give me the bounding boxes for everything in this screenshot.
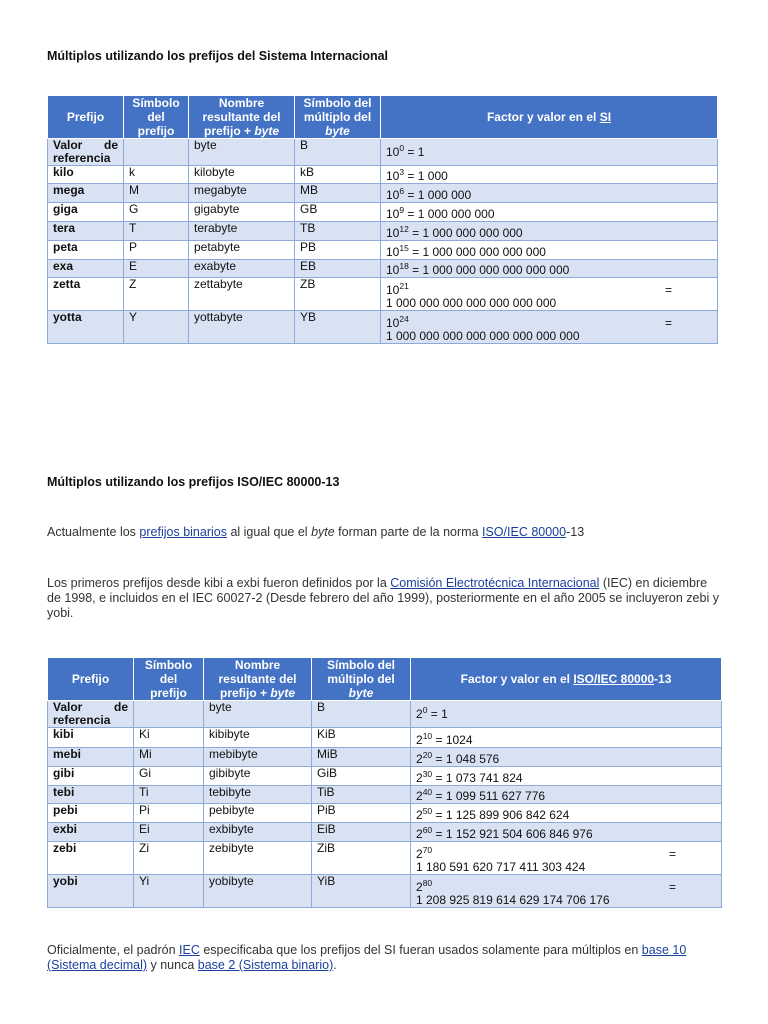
name-cell: byte — [204, 701, 312, 728]
prefix-cell: tebi — [48, 786, 134, 804]
symbol-cell: Ki — [134, 728, 204, 748]
unit-cell: TiB — [312, 786, 411, 804]
base10-link[interactable]: base 10 (Sistema decimal) — [47, 943, 687, 972]
name-cell: byte — [189, 139, 295, 166]
unit-cell: B — [295, 139, 381, 166]
name-cell: yobibyte — [204, 875, 312, 908]
unit-cell: kB — [295, 166, 381, 184]
table-row — [48, 748, 722, 767]
table-header-row — [48, 96, 718, 139]
factor-cell: $10^{21}$ = 1 000 000 000 000 000 000 000 — [381, 278, 718, 311]
symbol-cell: k — [124, 166, 189, 184]
iso-iec-header-link[interactable]: ISO/IEC 80000 — [573, 672, 655, 686]
unit-cell: TB — [295, 222, 381, 241]
section2-heading: Múltiplos utilizando los prefijos ISO/IEC 80000-13 — [47, 475, 340, 489]
unit-cell: EB — [295, 260, 381, 278]
header-simbolo-multiplo: Símbolo del múltiplo del byte — [295, 96, 381, 139]
iec-prefix-table — [47, 657, 722, 908]
name-cell: zebibyte — [204, 842, 312, 875]
prefix-cell: kilo — [48, 166, 124, 184]
factor-cell: $2^{50} = 1$ 125 899 906 842 624 — [411, 804, 722, 823]
prefix-cell: zebi — [48, 842, 134, 875]
symbol-cell: E — [124, 260, 189, 278]
factor-cell: $2^{40} = 1$ 099 511 627 776 — [411, 786, 722, 804]
prefix-cell: pebi — [48, 804, 134, 823]
prefijos-binarios-link[interactable]: prefijos binarios — [139, 525, 227, 539]
name-cell: mebibyte — [204, 748, 312, 767]
iso-iec-80000-link[interactable]: ISO/IEC 80000 — [482, 525, 567, 539]
name-cell: petabyte — [189, 241, 295, 260]
symbol-cell: Gi — [134, 767, 204, 786]
table-row — [48, 311, 718, 344]
table-row — [48, 222, 718, 241]
name-cell: zettabyte — [189, 278, 295, 311]
symbol-cell: P — [124, 241, 189, 260]
header-factor: Factor y valor en el SI — [381, 96, 718, 139]
table-row — [48, 804, 722, 823]
header-simbolo-multiplo: Símbolo del múltiplo del byte — [312, 658, 411, 701]
unit-cell: ZiB — [312, 842, 411, 875]
symbol-cell: Yi — [134, 875, 204, 908]
table-row — [48, 139, 718, 166]
name-cell: exabyte — [189, 260, 295, 278]
symbol-cell: Y — [124, 311, 189, 344]
name-cell: terabyte — [189, 222, 295, 241]
symbol-cell: Pi — [134, 804, 204, 823]
prefix-cell: gibi — [48, 767, 134, 786]
factor-cell: $2^{60} = 1$ 152 921 504 606 846 976 — [411, 823, 722, 842]
unit-cell: MiB — [312, 748, 411, 767]
prefix-cell: peta — [48, 241, 124, 260]
symbol-cell: Ti — [134, 786, 204, 804]
header-prefijo: Prefijo — [48, 96, 124, 139]
table-row — [48, 842, 722, 875]
prefix-cell: Valor de referencia — [48, 701, 134, 728]
factor-cell: $10^{18} = 1$ 000 000 000 000 000 000 — [381, 260, 718, 278]
header-factor: Factor y valor en el ISO/IEC 80000-13 — [411, 658, 722, 701]
unit-cell: MB — [295, 184, 381, 203]
factor-cell: $2^{20} = 1$ 048 576 — [411, 748, 722, 767]
factor-cell: $2^{30} = 1$ 073 741 824 — [411, 767, 722, 786]
table-row — [48, 701, 722, 728]
symbol-cell — [134, 701, 204, 728]
factor-cell: $2^{10} = 1024$ — [411, 728, 722, 748]
paragraph-official-usage: Oficialmente, el padrón IEC especificaba que los prefijos del SI fueran usados solamente para múltiplos en base 10 (Sistema decimal) y nunca base 2 (Sistema binario). — [47, 943, 687, 972]
factor-cell: $10^{15} = 1$ 000 000 000 000 000 — [381, 241, 718, 260]
prefix-cell: giga — [48, 203, 124, 222]
table-row — [48, 823, 722, 842]
name-cell: yottabyte — [189, 311, 295, 344]
prefix-cell: yotta — [48, 311, 124, 344]
prefix-cell: exa — [48, 260, 124, 278]
name-cell: kibibyte — [204, 728, 312, 748]
prefix-cell: kibi — [48, 728, 134, 748]
name-cell: gibibyte — [204, 767, 312, 786]
prefix-cell: Valor de referencia — [48, 139, 124, 166]
unit-cell: PB — [295, 241, 381, 260]
table-row — [48, 260, 718, 278]
factor-cell: $2^{70}$ = 1 180 591 620 717 411 303 424 — [411, 842, 722, 875]
table-row — [48, 203, 718, 222]
header-nombre: Nombre resultante del prefijo + byte — [204, 658, 312, 701]
table-row — [48, 767, 722, 786]
header-simbolo: Símbolo del prefijo — [134, 658, 204, 701]
header-nombre: Nombre resultante del prefijo + byte — [189, 96, 295, 139]
factor-cell: $10^0 = 1$ — [381, 139, 718, 166]
table-row — [48, 786, 722, 804]
prefix-cell: zetta — [48, 278, 124, 311]
prefix-cell: yobi — [48, 875, 134, 908]
factor-cell: $10^{24}$ = 1 000 000 000 000 000 000 000 000 — [381, 311, 718, 344]
factor-cell: $2^{80}$ = 1 208 925 819 614 629 174 706 176 — [411, 875, 722, 908]
factor-cell: $10^9 = 1$ 000 000 000 — [381, 203, 718, 222]
unit-cell: KiB — [312, 728, 411, 748]
header-prefijo: Prefijo — [48, 658, 134, 701]
iec-commission-link[interactable]: Comisión Electrotécnica Internacional — [390, 576, 600, 590]
factor-cell: $10^{12} = 1$ 000 000 000 000 — [381, 222, 718, 241]
table-row — [48, 278, 718, 311]
unit-cell: YB — [295, 311, 381, 344]
prefix-cell: mebi — [48, 748, 134, 767]
symbol-cell: M — [124, 184, 189, 203]
prefix-cell: mega — [48, 184, 124, 203]
name-cell: megabyte — [189, 184, 295, 203]
si-prefix-table — [47, 95, 718, 344]
factor-cell: $10^6 = 1$ 000 000 — [381, 184, 718, 203]
symbol-cell: Zi — [134, 842, 204, 875]
unit-cell: GB — [295, 203, 381, 222]
name-cell: pebibyte — [204, 804, 312, 823]
header-simbolo: Símbolo del prefijo — [124, 96, 189, 139]
iec-link[interactable]: IEC — [179, 943, 200, 957]
si-link[interactable]: SI — [599, 110, 612, 124]
name-cell: exbibyte — [204, 823, 312, 842]
symbol-cell: T — [124, 222, 189, 241]
table-row — [48, 166, 718, 184]
symbol-cell — [124, 139, 189, 166]
unit-cell: PiB — [312, 804, 411, 823]
section1-heading: Múltiplos utilizando los prefijos del Sistema Internacional — [47, 49, 389, 63]
name-cell: kilobyte — [189, 166, 295, 184]
paragraph-iec-history: Los primeros prefijos desde kibi a exbi fueron definidos por la Comisión Electrotécnica Internacional (IEC) en diciembre de 1998, e incluidos en el IEC 60027-2 (Desde febrero del año 1999), posteriormente en el año 2005 se incluyeron zebi y yobi. — [47, 576, 719, 620]
table-row — [48, 875, 722, 908]
symbol-cell: Z — [124, 278, 189, 311]
unit-cell: B — [312, 701, 411, 728]
symbol-cell: Mi — [134, 748, 204, 767]
factor-cell: $2^0 = 1$ — [411, 701, 722, 728]
unit-cell: GiB — [312, 767, 411, 786]
prefix-cell: exbi — [48, 823, 134, 842]
symbol-cell: Ei — [134, 823, 204, 842]
prefix-cell: tera — [48, 222, 124, 241]
table-row — [48, 241, 718, 260]
table-row — [48, 184, 718, 203]
paragraph-binary-prefixes: Actualmente los prefijos binarios al igual que el byte forman parte de la norma ISO/IEC 80000-13 — [47, 525, 585, 539]
base2-link[interactable]: base 2 (Sistema binario) — [197, 958, 334, 972]
table-row — [48, 728, 722, 748]
symbol-cell: G — [124, 203, 189, 222]
unit-cell: YiB — [312, 875, 411, 908]
table-header-row — [48, 658, 722, 701]
name-cell: tebibyte — [204, 786, 312, 804]
name-cell: gigabyte — [189, 203, 295, 222]
factor-cell: $10^3 = 1$ 000 — [381, 166, 718, 184]
unit-cell: EiB — [312, 823, 411, 842]
unit-cell: ZB — [295, 278, 381, 311]
